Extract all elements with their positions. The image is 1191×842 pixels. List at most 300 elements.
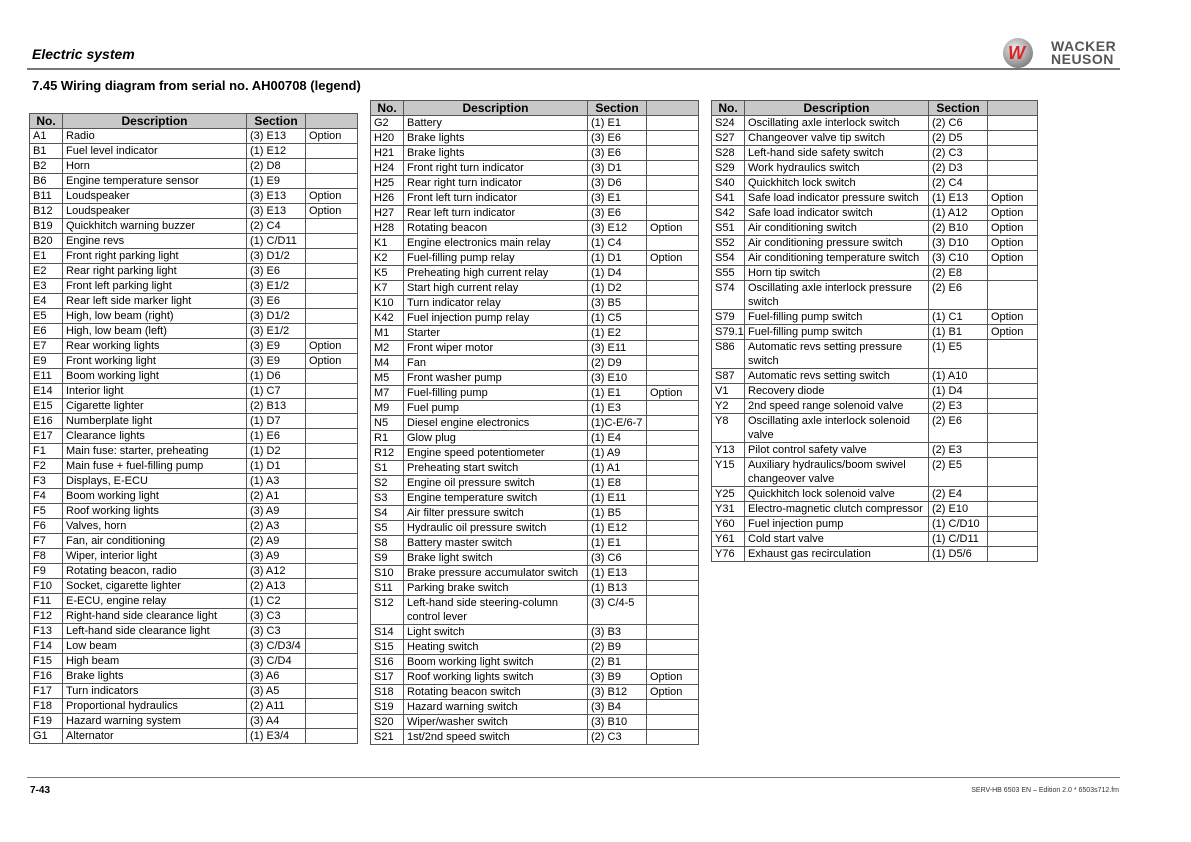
- cell-no: E14: [30, 384, 63, 399]
- table-row: [712, 131, 1038, 146]
- cell-section: (2) E6: [929, 281, 988, 310]
- col-description: Description: [745, 101, 929, 116]
- cell-section: (1) E9: [247, 174, 306, 189]
- table-row: [371, 356, 699, 371]
- cell-no: S41: [712, 191, 745, 206]
- cell-note: [647, 191, 699, 206]
- table-row: [371, 506, 699, 521]
- cell-note: [306, 669, 358, 684]
- cell-description: Hydraulic oil pressure switch: [404, 521, 588, 536]
- cell-description: Automatic revs setting pressure switch: [745, 340, 929, 369]
- cell-note: [647, 625, 699, 640]
- cell-section: (2) A3: [247, 519, 306, 534]
- document-reference: SERV-HB 6503 EN – Edition 2.0 * 6503s712.fm: [971, 787, 1119, 794]
- cell-no: F4: [30, 489, 63, 504]
- table-row: [371, 521, 699, 536]
- cell-note: [647, 311, 699, 326]
- cell-note: [306, 624, 358, 639]
- cell-section: (1) E5: [929, 340, 988, 369]
- cell-description: Rear right turn indicator: [404, 176, 588, 191]
- cell-no: M4: [371, 356, 404, 371]
- table-row: [30, 429, 358, 444]
- cell-no: S20: [371, 715, 404, 730]
- cell-note: [647, 146, 699, 161]
- cell-no: E2: [30, 264, 63, 279]
- cell-description: Start high current relay: [404, 281, 588, 296]
- cell-note: [306, 729, 358, 744]
- cell-no: G2: [371, 116, 404, 131]
- cell-section: (1) A12: [929, 206, 988, 221]
- cell-section: (3) B5: [588, 296, 647, 311]
- cell-description: Front wiper motor: [404, 341, 588, 356]
- cell-note: [647, 236, 699, 251]
- table-row: [371, 296, 699, 311]
- cell-description: Oscillating axle interlock pressure switch: [745, 281, 929, 310]
- table-row: [712, 517, 1038, 532]
- cell-note: Option: [988, 236, 1038, 251]
- cell-description: Left-hand side steering-column control lever: [404, 596, 588, 625]
- cell-section: (3) A9: [247, 504, 306, 519]
- table-row: [30, 384, 358, 399]
- cell-no: K1: [371, 236, 404, 251]
- cell-description: Brake light switch: [404, 551, 588, 566]
- cell-no: Y60: [712, 517, 745, 532]
- cell-note: [988, 487, 1038, 502]
- col-note: [306, 114, 358, 129]
- cell-note: [306, 579, 358, 594]
- cell-description: Boom working light: [63, 489, 247, 504]
- table-header: [371, 101, 699, 116]
- cell-section: (1) D7: [247, 414, 306, 429]
- table-row: [712, 487, 1038, 502]
- cell-description: Main fuse + fuel-filling pump: [63, 459, 247, 474]
- cell-note: Option: [988, 221, 1038, 236]
- cell-no: Y76: [712, 547, 745, 562]
- cell-note: [306, 519, 358, 534]
- cell-description: Left-hand side clearance light: [63, 624, 247, 639]
- cell-note: [647, 446, 699, 461]
- cell-note: [647, 176, 699, 191]
- cell-description: Fuel injection pump: [745, 517, 929, 532]
- cell-no: E4: [30, 294, 63, 309]
- cell-description: Work hydraulics switch: [745, 161, 929, 176]
- table-row: [371, 386, 699, 401]
- cell-section: (3) C10: [929, 251, 988, 266]
- cell-note: [988, 146, 1038, 161]
- table-row: [371, 625, 699, 640]
- cell-description: Engine electronics main relay: [404, 236, 588, 251]
- cell-section: (1) C7: [247, 384, 306, 399]
- table-row: [712, 116, 1038, 131]
- table-row: [712, 384, 1038, 399]
- cell-section: (1) D1: [247, 459, 306, 474]
- cell-no: F17: [30, 684, 63, 699]
- cell-section: (1) D2: [247, 444, 306, 459]
- cell-no: F10: [30, 579, 63, 594]
- cell-no: S40: [712, 176, 745, 191]
- cell-no: E1: [30, 249, 63, 264]
- cell-no: R1: [371, 431, 404, 446]
- cell-note: [988, 161, 1038, 176]
- cell-note: Option: [647, 670, 699, 685]
- cell-description: Turn indicators: [63, 684, 247, 699]
- cell-section: (3) E6: [588, 146, 647, 161]
- cell-no: F15: [30, 654, 63, 669]
- cell-note: [647, 131, 699, 146]
- cell-no: F3: [30, 474, 63, 489]
- table-row: [371, 446, 699, 461]
- cell-note: [647, 596, 699, 625]
- table-row: [30, 669, 358, 684]
- table-row: [371, 206, 699, 221]
- table-row: [30, 264, 358, 279]
- cell-description: Rear right parking light: [63, 264, 247, 279]
- cell-section: (2) D5: [929, 131, 988, 146]
- cell-note: [988, 443, 1038, 458]
- table-row: [371, 730, 699, 745]
- table-row: [712, 191, 1038, 206]
- cell-note: [988, 532, 1038, 547]
- cell-no: B20: [30, 234, 63, 249]
- table-row: [30, 354, 358, 369]
- cell-section: (1) B5: [588, 506, 647, 521]
- table-row: [712, 443, 1038, 458]
- cell-note: [306, 264, 358, 279]
- table-row: [30, 474, 358, 489]
- cell-no: A1: [30, 129, 63, 144]
- cell-no: S79.1: [712, 325, 745, 340]
- cell-description: Safe load indicator switch: [745, 206, 929, 221]
- cell-no: S18: [371, 685, 404, 700]
- cell-description: Hazard warning system: [63, 714, 247, 729]
- cell-note: [306, 699, 358, 714]
- cell-no: B6: [30, 174, 63, 189]
- cell-description: Turn indicator relay: [404, 296, 588, 311]
- cell-description: Hazard warning switch: [404, 700, 588, 715]
- cell-description: Boom working light: [63, 369, 247, 384]
- cell-note: [647, 461, 699, 476]
- table-row: [30, 414, 358, 429]
- table-row: [712, 369, 1038, 384]
- cell-no: F2: [30, 459, 63, 474]
- cell-note: Option: [988, 251, 1038, 266]
- cell-description: Fuel pump: [404, 401, 588, 416]
- table-row: [30, 249, 358, 264]
- table-row: [30, 294, 358, 309]
- cell-no: F16: [30, 669, 63, 684]
- cell-note: Option: [988, 206, 1038, 221]
- cell-description: Front working light: [63, 354, 247, 369]
- col-section: Section: [588, 101, 647, 116]
- cell-section: (3) E1: [588, 191, 647, 206]
- table-row: [371, 536, 699, 551]
- cell-note: [306, 609, 358, 624]
- cell-section: (2) E5: [929, 458, 988, 487]
- table-row: [712, 414, 1038, 443]
- cell-no: G1: [30, 729, 63, 744]
- cell-description: Cigarette lighter: [63, 399, 247, 414]
- cell-section: (3) E9: [247, 354, 306, 369]
- table-row: [30, 369, 358, 384]
- cell-section: (2) B10: [929, 221, 988, 236]
- cell-no: S52: [712, 236, 745, 251]
- cell-note: [988, 266, 1038, 281]
- cell-section: (3) B9: [588, 670, 647, 685]
- cell-section: (2) B13: [247, 399, 306, 414]
- table-row: [30, 684, 358, 699]
- cell-note: [306, 459, 358, 474]
- cell-no: S11: [371, 581, 404, 596]
- cell-section: (1) D4: [588, 266, 647, 281]
- col-no: No.: [712, 101, 745, 116]
- cell-description: Right-hand side clearance light: [63, 609, 247, 624]
- cell-description: Front washer pump: [404, 371, 588, 386]
- cell-description: Fuel level indicator: [63, 144, 247, 159]
- cell-note: [988, 131, 1038, 146]
- cell-note: [306, 534, 358, 549]
- table-row: [371, 251, 699, 266]
- cell-section: (1) E1: [588, 116, 647, 131]
- cell-description: Air filter pressure switch: [404, 506, 588, 521]
- table-row: [371, 146, 699, 161]
- cell-description: Left-hand side safety switch: [745, 146, 929, 161]
- cell-note: [647, 566, 699, 581]
- cell-note: Option: [988, 191, 1038, 206]
- cell-section: (1) E12: [247, 144, 306, 159]
- cell-description: Rotating beacon, radio: [63, 564, 247, 579]
- cell-description: Heating switch: [404, 640, 588, 655]
- cell-description: Changeover valve tip switch: [745, 131, 929, 146]
- cell-section: (2) D3: [929, 161, 988, 176]
- cell-section: (3) E10: [588, 371, 647, 386]
- cell-no: H24: [371, 161, 404, 176]
- table-header: [712, 101, 1038, 116]
- cell-section: (3) A4: [247, 714, 306, 729]
- cell-section: (3) E11: [588, 341, 647, 356]
- cell-section: (3) D6: [588, 176, 647, 191]
- header-divider: [27, 68, 1120, 70]
- cell-section: (1) C4: [588, 236, 647, 251]
- table-row: [371, 715, 699, 730]
- table-row: [30, 279, 358, 294]
- brand-line-1: WACKER: [1051, 38, 1117, 54]
- cell-section: (1) E3: [588, 401, 647, 416]
- cell-note: Option: [647, 251, 699, 266]
- table-row: [30, 189, 358, 204]
- table-row: [30, 309, 358, 324]
- cell-section: (1) A9: [588, 446, 647, 461]
- cell-section: (3) C3: [247, 609, 306, 624]
- cell-section: (3) B4: [588, 700, 647, 715]
- cell-description: Clearance lights: [63, 429, 247, 444]
- cell-section: (3) E13: [247, 204, 306, 219]
- cell-section: (3) A12: [247, 564, 306, 579]
- cell-description: Quickhitch lock solenoid valve: [745, 487, 929, 502]
- cell-no: V1: [712, 384, 745, 399]
- cell-note: [306, 249, 358, 264]
- cell-section: (3) C/4-5: [588, 596, 647, 625]
- cell-description: Engine speed potentiometer: [404, 446, 588, 461]
- cell-note: Option: [306, 354, 358, 369]
- table-row: [30, 639, 358, 654]
- table-row: [371, 161, 699, 176]
- table-row: [371, 221, 699, 236]
- cell-description: Brake lights: [404, 146, 588, 161]
- cell-description: E-ECU, engine relay: [63, 594, 247, 609]
- cell-no: S1: [371, 461, 404, 476]
- table-row: [30, 459, 358, 474]
- cell-no: S17: [371, 670, 404, 685]
- cell-note: [988, 281, 1038, 310]
- table-row: [712, 325, 1038, 340]
- cell-no: B2: [30, 159, 63, 174]
- cell-description: Automatic revs setting switch: [745, 369, 929, 384]
- cell-description: Light switch: [404, 625, 588, 640]
- cell-section: (2) E3: [929, 443, 988, 458]
- cell-description: Engine temperature switch: [404, 491, 588, 506]
- cell-note: Option: [988, 325, 1038, 340]
- cell-section: (3) D10: [929, 236, 988, 251]
- cell-note: [647, 640, 699, 655]
- cell-no: S19: [371, 700, 404, 715]
- cell-section: (3) E6: [588, 131, 647, 146]
- table-row: [371, 700, 699, 715]
- cell-no: B19: [30, 219, 63, 234]
- cell-no: S27: [712, 131, 745, 146]
- cell-description: Radio: [63, 129, 247, 144]
- table-row: [371, 371, 699, 386]
- cell-note: [647, 655, 699, 670]
- cell-section: (3) E6: [247, 294, 306, 309]
- cell-description: Fuel-filling pump: [404, 386, 588, 401]
- table-row: [712, 547, 1038, 562]
- col-note: [647, 101, 699, 116]
- cell-no: E11: [30, 369, 63, 384]
- col-no: No.: [371, 101, 404, 116]
- cell-note: [306, 684, 358, 699]
- cell-description: Safe load indicator pressure switch: [745, 191, 929, 206]
- table-row: [712, 161, 1038, 176]
- cell-section: (2) C6: [929, 116, 988, 131]
- table-row: [30, 624, 358, 639]
- cell-note: [988, 384, 1038, 399]
- table-row: [371, 685, 699, 700]
- legend-table-2: [370, 100, 699, 745]
- cell-note: Option: [647, 386, 699, 401]
- cell-no: Y2: [712, 399, 745, 414]
- cell-no: M2: [371, 341, 404, 356]
- cell-section: (3) C/D4: [247, 654, 306, 669]
- cell-description: Front right parking light: [63, 249, 247, 264]
- cell-no: N5: [371, 416, 404, 431]
- cell-note: [647, 581, 699, 596]
- cell-description: Quickhitch lock switch: [745, 176, 929, 191]
- table-row: [371, 176, 699, 191]
- cell-section: (1) C/D10: [929, 517, 988, 532]
- section-title: 7.45 Wiring diagram from serial no. AH00708 (legend): [32, 78, 361, 93]
- cell-no: H26: [371, 191, 404, 206]
- legend-table-1: [29, 113, 358, 744]
- cell-section: (1) C5: [588, 311, 647, 326]
- cell-description: Recovery diode: [745, 384, 929, 399]
- cell-description: Proportional hydraulics: [63, 699, 247, 714]
- cell-note: [306, 159, 358, 174]
- cell-section: (2) C3: [588, 730, 647, 745]
- cell-no: S12: [371, 596, 404, 625]
- table-row: [712, 251, 1038, 266]
- cell-note: [647, 521, 699, 536]
- col-description: Description: [63, 114, 247, 129]
- cell-section: (2) D9: [588, 356, 647, 371]
- cell-note: [306, 654, 358, 669]
- cell-note: [647, 266, 699, 281]
- cell-description: High, low beam (left): [63, 324, 247, 339]
- brand-name: [1051, 40, 1116, 66]
- table-row: [30, 564, 358, 579]
- cell-note: Option: [647, 221, 699, 236]
- table-row: [371, 416, 699, 431]
- wacker-neuson-logo-icon: W: [1003, 38, 1033, 68]
- cell-no: S14: [371, 625, 404, 640]
- table-header: [30, 114, 358, 129]
- cell-description: High beam: [63, 654, 247, 669]
- cell-no: B1: [30, 144, 63, 159]
- cell-no: S28: [712, 146, 745, 161]
- cell-no: H27: [371, 206, 404, 221]
- table-row: [30, 159, 358, 174]
- cell-description: Displays, E-ECU: [63, 474, 247, 489]
- table-row: [371, 266, 699, 281]
- cell-section: (3) E6: [247, 264, 306, 279]
- cell-description: Fan: [404, 356, 588, 371]
- cell-section: (3) D1/2: [247, 249, 306, 264]
- cell-no: Y31: [712, 502, 745, 517]
- cell-description: Fan, air conditioning: [63, 534, 247, 549]
- cell-note: [647, 506, 699, 521]
- cell-description: Fuel-filling pump switch: [745, 310, 929, 325]
- cell-section: (2) B9: [588, 640, 647, 655]
- cell-note: [988, 502, 1038, 517]
- table-row: [30, 729, 358, 744]
- table-row: [371, 281, 699, 296]
- cell-note: [306, 174, 358, 189]
- cell-description: Fuel-filling pump switch: [745, 325, 929, 340]
- cell-no: S5: [371, 521, 404, 536]
- cell-no: S24: [712, 116, 745, 131]
- table-row: [712, 281, 1038, 310]
- cell-section: (1) A1: [588, 461, 647, 476]
- cell-note: [988, 414, 1038, 443]
- cell-no: S74: [712, 281, 745, 310]
- cell-no: H20: [371, 131, 404, 146]
- cell-note: [306, 369, 358, 384]
- table-row: [30, 489, 358, 504]
- cell-description: Socket, cigarette lighter: [63, 579, 247, 594]
- cell-no: Y61: [712, 532, 745, 547]
- cell-note: [306, 144, 358, 159]
- cell-no: S79: [712, 310, 745, 325]
- cell-section: (1) A10: [929, 369, 988, 384]
- chapter-title: Electric system: [32, 46, 135, 62]
- cell-description: Air conditioning temperature switch: [745, 251, 929, 266]
- cell-no: K5: [371, 266, 404, 281]
- cell-no: E15: [30, 399, 63, 414]
- cell-section: (3) E1/2: [247, 279, 306, 294]
- table-row: [30, 399, 358, 414]
- cell-description: Loudspeaker: [63, 189, 247, 204]
- cell-no: B12: [30, 204, 63, 219]
- cell-description: Electro-magnetic clutch compressor: [745, 502, 929, 517]
